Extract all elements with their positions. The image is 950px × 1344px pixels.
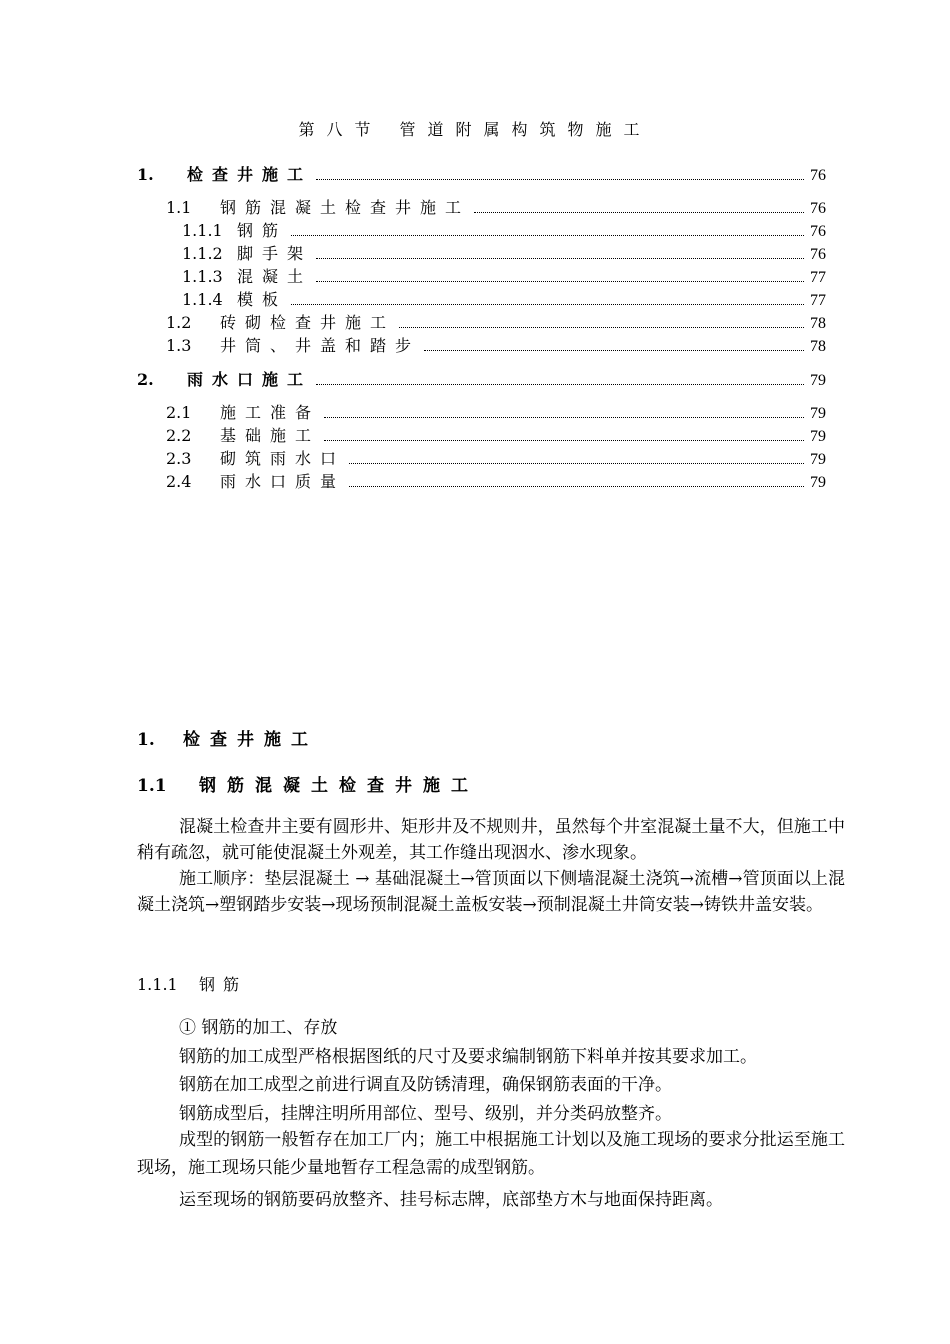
toc-entry[interactable] bbox=[166, 310, 826, 332]
page-title: 第八节 管道附属构筑物施工 bbox=[298, 120, 652, 139]
toc-entry[interactable] bbox=[166, 469, 826, 491]
toc-label: 混凝土 bbox=[237, 267, 313, 286]
toc-leader bbox=[349, 485, 804, 487]
toc-label: 检查井施工 bbox=[187, 165, 313, 184]
toc-entry[interactable] bbox=[166, 195, 826, 217]
toc-leader bbox=[291, 234, 804, 236]
toc-entry[interactable] bbox=[182, 287, 826, 309]
toc-label: 脚手架 bbox=[237, 244, 313, 263]
toc-number: 1.1.2 bbox=[182, 244, 223, 263]
item-title: ① 钢筋的加工、存放 bbox=[179, 1018, 338, 1038]
toc-label: 钢筋混凝土检查井施工 bbox=[220, 198, 471, 217]
toc-page: 76 bbox=[810, 200, 826, 217]
toc-entry[interactable] bbox=[166, 423, 826, 445]
subsubsection-heading bbox=[137, 972, 247, 995]
toc-label: 模板 bbox=[237, 290, 288, 309]
toc-leader bbox=[399, 326, 804, 328]
toc-label: 砖砌检查井施工 bbox=[220, 313, 396, 332]
toc-leader bbox=[324, 416, 804, 418]
toc-page: 76 bbox=[810, 246, 826, 263]
section-title: 检查井施工 bbox=[183, 730, 318, 750]
subsection-number: 1.1 bbox=[137, 776, 167, 796]
toc-label: 砌筑雨水口 bbox=[220, 449, 346, 468]
paragraph bbox=[137, 814, 845, 918]
toc-number: 2. bbox=[137, 370, 154, 389]
paragraph-text: 施工顺序：垫层混凝土 → 基础混凝土→管顶面以下侧墙混凝土浇筑→流槽→管顶面以上混凝土浇筑→塑钢踏步安装→现场预制混凝土盖板安装→预制混凝土井筒安装→铸铁井盖安装。 bbox=[137, 869, 845, 915]
toc-page: 76 bbox=[810, 223, 826, 240]
paragraph-text: 成型的钢筋一般暂存在加工厂内；施工中根据施工计划以及施工现场的要求分批运至施工现场，施工现场只能少量地暂存工程急需的成型钢筋。 bbox=[137, 1130, 845, 1178]
subsubsection-title: 钢筋 bbox=[199, 975, 248, 994]
toc-number: 1.1.4 bbox=[182, 290, 223, 309]
toc-number: 2.2 bbox=[166, 426, 192, 445]
paragraph bbox=[137, 1126, 845, 1182]
toc-page: 79 bbox=[810, 451, 826, 468]
toc-entry[interactable] bbox=[182, 218, 826, 240]
toc-number: 1.1.1 bbox=[182, 221, 223, 240]
subsection-title: 钢筋混凝土检查井施工 bbox=[199, 776, 479, 796]
toc-page: 79 bbox=[810, 405, 826, 422]
toc-page: 76 bbox=[810, 167, 826, 184]
toc-number: 2.3 bbox=[166, 449, 192, 468]
toc-label: 施工准备 bbox=[220, 403, 321, 422]
toc-entry[interactable] bbox=[166, 446, 826, 468]
toc-leader bbox=[474, 211, 804, 213]
text-line: 运至现场的钢筋要码放整齐、挂号标志牌，底部垫方木与地面保持距离。 bbox=[179, 1190, 723, 1210]
toc-label: 钢筋 bbox=[237, 221, 288, 240]
toc-page: 79 bbox=[810, 372, 826, 389]
toc-page: 79 bbox=[810, 474, 826, 491]
toc-leader bbox=[316, 178, 804, 180]
toc-number: 1.1.3 bbox=[182, 267, 223, 286]
toc-leader bbox=[316, 280, 804, 282]
text-line: 钢筋在加工成型之前进行调直及防锈清理，确保钢筋表面的干净。 bbox=[179, 1075, 672, 1095]
toc-label: 雨水口施工 bbox=[187, 370, 313, 389]
toc-entry[interactable] bbox=[137, 162, 826, 184]
toc-entry[interactable] bbox=[137, 367, 826, 389]
toc-entry[interactable] bbox=[182, 264, 826, 286]
toc-leader bbox=[316, 257, 804, 259]
subsection-heading bbox=[137, 771, 479, 796]
toc-number: 1.3 bbox=[166, 336, 192, 355]
toc-leader bbox=[316, 383, 804, 385]
toc-number: 1.1 bbox=[166, 198, 192, 217]
toc-page: 78 bbox=[810, 338, 826, 355]
toc-leader bbox=[424, 349, 804, 351]
toc-leader bbox=[324, 439, 804, 441]
toc-number: 2.4 bbox=[166, 472, 192, 491]
toc-entry[interactable] bbox=[166, 333, 826, 355]
toc-page: 77 bbox=[810, 292, 826, 309]
toc-label: 雨水口质量 bbox=[220, 472, 346, 491]
toc-page: 79 bbox=[810, 428, 826, 445]
toc-leader bbox=[291, 303, 804, 305]
toc-label: 基础施工 bbox=[220, 426, 321, 445]
section-heading bbox=[137, 725, 318, 750]
toc-label: 井筒、井盖和踏步 bbox=[220, 336, 421, 355]
toc-entry[interactable] bbox=[182, 241, 826, 263]
toc-leader bbox=[349, 462, 804, 464]
subsubsection-number: 1.1.1 bbox=[137, 975, 178, 994]
toc-number: 1.2 bbox=[166, 313, 192, 332]
toc-entry[interactable] bbox=[166, 400, 826, 422]
toc-number: 1. bbox=[137, 165, 154, 184]
toc-number: 2.1 bbox=[166, 403, 192, 422]
text-line: 钢筋成型后，挂牌注明所用部位、型号、级别，并分类码放整齐。 bbox=[179, 1104, 672, 1124]
toc-page: 78 bbox=[810, 315, 826, 332]
text-line: 钢筋的加工成型严格根据图纸的尺寸及要求编制钢筋下料单并按其要求加工。 bbox=[179, 1047, 757, 1067]
section-number: 1. bbox=[137, 730, 155, 750]
toc-page: 77 bbox=[810, 269, 826, 286]
paragraph-text: 混凝土检查井主要有圆形井、矩形井及不规则井，虽然每个井室混凝土量不大，但施工中稍有疏忽，就可能使混凝土外观差，其工作缝出现洇水、渗水现象。 bbox=[137, 817, 845, 863]
